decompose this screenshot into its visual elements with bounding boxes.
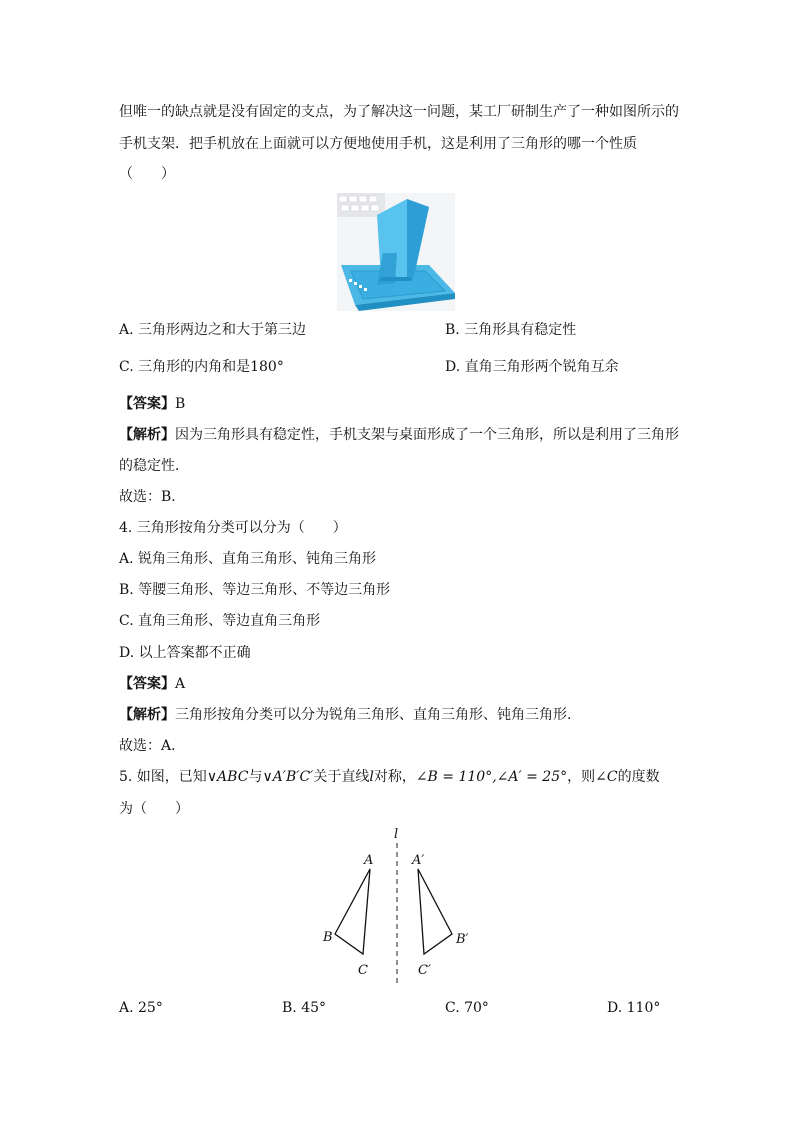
- q5-option-d: D. 110°: [607, 1000, 661, 1016]
- label-b-prime: B′: [456, 932, 469, 947]
- q4-choice: 故选：A．: [119, 738, 186, 754]
- q4-option-c: C. 直角三角形、等边直角三角形: [119, 613, 321, 629]
- q5-option-c: C. 70°: [445, 1000, 489, 1016]
- label-c-prime: C′: [418, 963, 431, 978]
- label-b: B: [323, 930, 333, 945]
- q3-option-d: D. 直角三角形两个锐角互余: [445, 359, 619, 375]
- label-a-prime: A′: [412, 853, 425, 868]
- q4-option-d: D. 以上答案都不正确: [119, 645, 251, 661]
- triangle-abc: [335, 869, 370, 954]
- symmetry-figure: [310, 825, 485, 990]
- q3-line1: 但唯一的缺点就是没有固定的支点，为了解决这一问题，某工厂研制生产了一种如图所示的: [119, 104, 679, 120]
- label-c: C: [358, 963, 368, 978]
- q3-paren: （ ）: [119, 166, 175, 182]
- q3-choice: 故选：B．: [119, 489, 186, 505]
- q4-option-b: B. 等腰三角形、等边三角形、不等边三角形: [119, 582, 391, 598]
- q4-option-a: A. 锐角三角形、直角三角形、钝角三角形: [119, 551, 377, 567]
- q3-answer: 【答案】B: [119, 396, 186, 412]
- q3-line2: 手机支架．把手机放在上面就可以方便地使用手机，这是利用了三角形的哪一个性质: [119, 136, 637, 152]
- q4-stem: 4. 三角形按角分类可以分为（ ）: [119, 520, 347, 536]
- q3-option-a: A. 三角形两边之和大于第三边: [119, 322, 307, 338]
- q4-analysis: 【解析】三角形按角分类可以分为锐角三角形、直角三角形、钝角三角形.: [119, 707, 572, 723]
- label-l: l: [394, 827, 399, 842]
- q3-analysis-2: 的稳定性．: [119, 458, 189, 474]
- q5-option-b: B. 45°: [282, 1000, 327, 1016]
- q3-option-b: B. 三角形具有稳定性: [445, 322, 577, 338]
- q3-analysis-1: 【解析】因为三角形具有稳定性，手机支架与桌面形成了一个三角形，所以是利用了三角形: [119, 427, 679, 443]
- q4-answer: 【答案】A: [119, 676, 186, 692]
- phone-stand-image: [337, 193, 455, 311]
- q5-option-a: A. 25°: [119, 1000, 163, 1016]
- q5-stem: 5. 如图，已知∨ABC与∨A′B′C′关于直线l对称，∠B = 110°,∠A′ = 25°，则∠C的度数: [119, 769, 660, 785]
- triangle-a1b1c1: [418, 869, 452, 954]
- label-a: A: [364, 853, 374, 868]
- q3-option-c: C. 三角形的内角和是180°: [119, 359, 284, 375]
- q5-stem-line2: 为（ ）: [119, 801, 189, 817]
